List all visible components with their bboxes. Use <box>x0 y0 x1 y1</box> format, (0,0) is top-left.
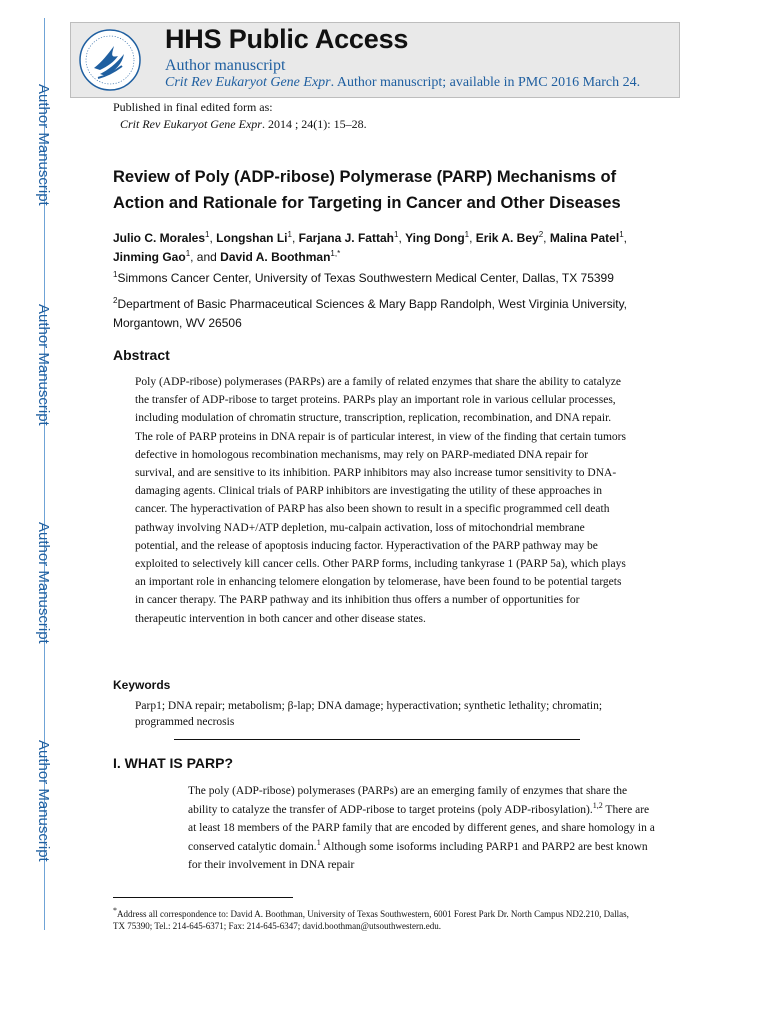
footnote-divider <box>113 897 293 898</box>
citation-ref: 1 <box>316 837 321 847</box>
author-sep: , <box>623 231 627 245</box>
published-citation-text: . 2014 ; 24(1): 15–28. <box>261 117 367 131</box>
affiliation-sup: 2 <box>113 296 118 305</box>
correspondence-footnote <box>113 908 633 932</box>
journal-abbrev: Crit Rev Eukaryot Gene Expr <box>165 75 331 90</box>
hhs-eagle-seal-icon <box>78 28 142 92</box>
author-sep: , <box>543 231 550 245</box>
keywords-heading: Keywords <box>113 678 171 692</box>
affiliation-sup: 1 <box>113 270 118 279</box>
author-list <box>113 229 633 267</box>
abstract-heading: Abstract <box>113 347 170 363</box>
author-name: Jinming Gao <box>113 250 186 264</box>
published-citation <box>120 117 367 132</box>
affiliation-2 <box>113 295 673 333</box>
article-title-line: Review of Poly (ADP-ribose) Polymerase (PARP) Mechanisms of <box>113 168 617 186</box>
author-name: Malina Patel <box>549 231 620 245</box>
citation-ref: 1,2 <box>592 800 603 810</box>
footnote-text: Address all correspondence to: David A. Boothman, University of Texas Southwestern, 6001 Forest Park Dr. North Campus ND2.210, Dallas, TX 75390; Tel.: 214-645-6371; Fax: 214-645-6347; david.boothman@utsouthwestern.edu. <box>113 909 629 931</box>
article-title-line: Action and Rationale for Targeting in Cancer and Other Diseases <box>113 194 621 212</box>
author-name: Erik A. Bey <box>475 231 539 245</box>
footnote-marker: * <box>113 906 117 915</box>
published-label: Published in final edited form as: <box>113 100 273 114</box>
author-affil-sup: 2 <box>538 230 544 239</box>
body-text-segment: Although some isoforms including PARP1 and PARP2 are best known for their involvement in DNA repair <box>188 840 648 872</box>
section-body-text <box>188 782 658 875</box>
sidebar-label: Author Manuscript <box>35 740 52 862</box>
banner-title: HHS Public Access <box>165 24 409 54</box>
author-name: Julio C. Morales <box>113 231 206 245</box>
availability-text: . Author manuscript; available in PMC 2016 March 24. <box>330 75 641 90</box>
author-affil-sup: 1 <box>205 230 210 239</box>
banner-availability <box>165 75 640 91</box>
author-name: David A. Boothman <box>220 250 331 264</box>
author-affil-sup: 1 <box>185 249 191 258</box>
body-text-segment: The poly (ADP-ribose) polymerases (PARPs) are an emerging family of enzymes that share the ability to catalyze the transfer of ADP-ribose to target proteins (poly ADP-ribosylation). <box>188 785 628 816</box>
affiliation-1 <box>113 269 673 288</box>
author-sep: , <box>291 231 299 245</box>
body-text-segment: There are at least 18 members of the PARP family that are encoded by different genes, and share homology in a conserved catalytic domain. <box>188 803 655 853</box>
banner-subtitle: Author manuscript <box>165 57 286 74</box>
section-divider <box>174 739 580 740</box>
keywords-text: Parp1; DNA repair; metabolism; β-lap; DNA damage; hyperactivation; synthetic lethality; chromatin; programmed necrosis <box>135 700 603 728</box>
author-sep: , <box>469 231 476 245</box>
section-heading: I. WHAT IS PARP? <box>113 755 234 771</box>
abstract-text: Poly (ADP-ribose) polymerases (PARPs) are a family of related enzymes that share the ability to catalyze the transfer of ADP-ribose to target proteins. PARPs play an important role in various cellular processes, including modulation of chromatin structure, transcription, replication, recombination, and DNA repair. The role of PARP proteins in DNA repair is of particular interest, in view of the finding that certain tumors defective in homologous recombination mechanisms, may rely on PARP-mediated DNA repair for survival, and are sensitive to its inhibition. PARP inhibitors may also increase tumor sensitivity to DNA-damaging agents. Clinical trials of PARP inhibitors are investigating the utility of these approaches in cancer. The hyperactivation of PARP has also been shown to result in a specific programmed cell death pathway involving NAD+/ATP depletion, mu-calpain activation, loss of mitochondrial membrane potential, and the release of apoptosis inducing factor. Hyperactivation of the PARP pathway may be exploited to selectively kill cancer cells. Other PARP forms, including tankyrase 1 (PARP 5a), which plays an important role in enhancing telomere elongation by telomerase, have been found to be potential targets in cancer therapy. The PARP pathway and its inhibition thus offers a number of opportunities for therapeutic intervention in both cancer and other disease states. <box>135 376 626 625</box>
affiliation-text: Department of Basic Pharmaceutical Sciences & Mary Bapp Randolph, West Virginia University, Morgantown, WV 26506 <box>113 297 628 330</box>
author-affil-sup: 1 <box>464 230 470 239</box>
author-name: Longshan Li <box>216 231 288 245</box>
author-name: Ying Dong <box>405 231 465 245</box>
published-journal: Crit Rev Eukaryot Gene Expr <box>120 117 262 131</box>
author-affil-sup: 1 <box>287 230 292 239</box>
author-sep: , <box>209 231 217 245</box>
affiliation-text: Simmons Cancer Center, University of Texas Southwestern Medical Center, Dallas, TX 75399 <box>117 271 614 285</box>
author-name: Farjana J. Fattah <box>298 231 394 245</box>
author-sep: , <box>398 231 406 245</box>
author-sep: , and <box>190 250 221 264</box>
article-title <box>113 164 673 216</box>
sidebar-label: Author Manuscript <box>35 84 52 206</box>
author-affil-sup: 1,* <box>330 249 341 258</box>
sidebar-label: Author Manuscript <box>35 522 52 644</box>
author-affil-sup: 1 <box>393 230 399 239</box>
author-affil-sup: 1 <box>619 230 624 239</box>
sidebar-label: Author Manuscript <box>35 304 52 426</box>
